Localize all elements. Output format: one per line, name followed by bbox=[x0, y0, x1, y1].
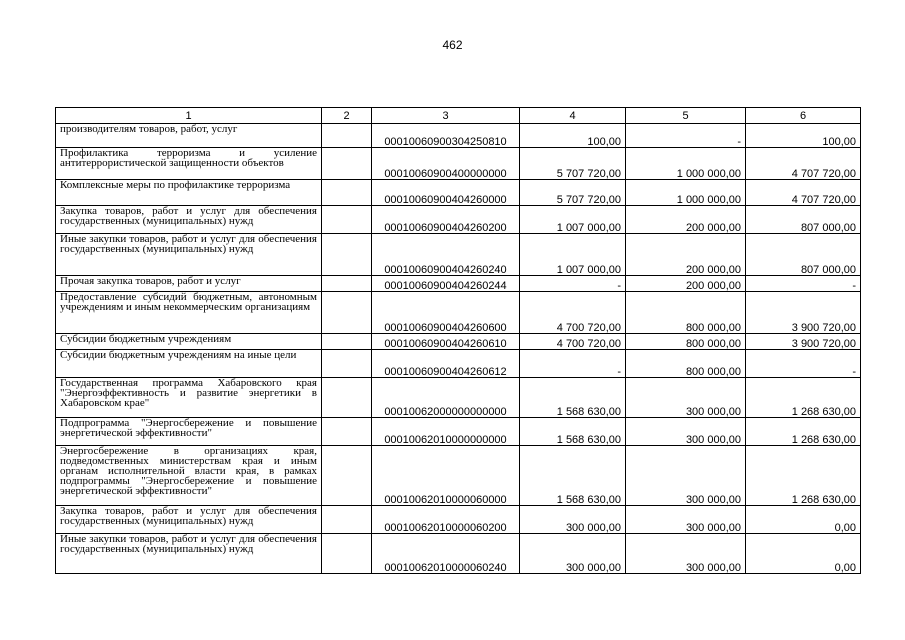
row-col4-value: 300 000,00 bbox=[520, 534, 626, 574]
row-col2-cell bbox=[322, 446, 372, 506]
row-col2-cell bbox=[322, 334, 372, 350]
row-name-cell: Иные закупки товаров, работ и услуг для обеспечения государственных (муниципальных) нужд bbox=[56, 534, 322, 574]
table-row bbox=[56, 506, 861, 534]
row-col2-cell bbox=[322, 124, 372, 148]
row-code-cell: 00010060900404260200 bbox=[372, 206, 520, 234]
row-col5-value: 200 000,00 bbox=[626, 234, 746, 276]
row-col6-value: 4 707 720,00 bbox=[746, 180, 861, 206]
row-col2-cell bbox=[322, 534, 372, 574]
row-col6-value: 1 268 630,00 bbox=[746, 378, 861, 418]
row-col4-value: 100,00 bbox=[520, 124, 626, 148]
row-col2-cell bbox=[322, 180, 372, 206]
row-col5-value: 1 000 000,00 bbox=[626, 180, 746, 206]
table-row bbox=[56, 276, 861, 292]
row-col6-value: 0,00 bbox=[746, 534, 861, 574]
row-name-cell: Предоставление субсидий бюджетным, автономным учреждениям и иным некоммерческим организациям bbox=[56, 292, 322, 334]
row-code-cell: 00010062010000060240 bbox=[372, 534, 520, 574]
row-col2-cell bbox=[322, 378, 372, 418]
row-name-cell: Субсидии бюджетным учреждениям на иные цели bbox=[56, 350, 322, 378]
row-col4-value: 1 568 630,00 bbox=[520, 378, 626, 418]
row-col5-value: 300 000,00 bbox=[626, 506, 746, 534]
row-name-cell: Государственная программа Хабаровского края "Энергоэффективность и развитие энергетики в Хабаровском крае" bbox=[56, 378, 322, 418]
column-header-2: 2 bbox=[322, 108, 372, 124]
row-col5-value: 800 000,00 bbox=[626, 292, 746, 334]
table-row bbox=[56, 334, 861, 350]
table-header-row bbox=[56, 108, 861, 124]
row-col5-value: 800 000,00 bbox=[626, 350, 746, 378]
row-code-cell: 00010062010000060000 bbox=[372, 446, 520, 506]
row-col6-value: 3 900 720,00 bbox=[746, 292, 861, 334]
row-col4-value: - bbox=[520, 350, 626, 378]
row-code-cell: 00010060900400000000 bbox=[372, 148, 520, 180]
row-col4-value: 5 707 720,00 bbox=[520, 148, 626, 180]
row-name-cell: производителям товаров, работ, услуг bbox=[56, 124, 322, 148]
row-name-cell: Иные закупки товаров, работ и услуг для обеспечения государственных (муниципальных) нужд bbox=[56, 234, 322, 276]
row-col2-cell bbox=[322, 292, 372, 334]
table-row bbox=[56, 124, 861, 148]
row-col5-value: 1 000 000,00 bbox=[626, 148, 746, 180]
row-name-cell: Прочая закупка товаров, работ и услуг bbox=[56, 276, 322, 292]
row-col5-value: 300 000,00 bbox=[626, 378, 746, 418]
row-code-cell: 00010062010000000000 bbox=[372, 418, 520, 446]
row-col5-value: 200 000,00 bbox=[626, 206, 746, 234]
table-row bbox=[56, 206, 861, 234]
table-row bbox=[56, 418, 861, 446]
row-code-cell: 00010060900304250810 bbox=[372, 124, 520, 148]
row-code-cell: 00010062010000060200 bbox=[372, 506, 520, 534]
row-col2-cell bbox=[322, 234, 372, 276]
row-name-cell: Закупка товаров, работ и услуг для обеспечения государственных (муниципальных) нужд bbox=[56, 206, 322, 234]
row-code-cell: 00010060900404260612 bbox=[372, 350, 520, 378]
table-row bbox=[56, 234, 861, 276]
row-name-cell: Подпрограмма "Энергосбережение и повышение энергетической эффективности" bbox=[56, 418, 322, 446]
row-col4-value: 4 700 720,00 bbox=[520, 334, 626, 350]
row-col2-cell bbox=[322, 148, 372, 180]
row-col4-value: 1 568 630,00 bbox=[520, 446, 626, 506]
row-col6-value: 4 707 720,00 bbox=[746, 148, 861, 180]
column-header-3: 3 bbox=[372, 108, 520, 124]
column-header-6: 6 bbox=[746, 108, 861, 124]
row-col4-value: 300 000,00 bbox=[520, 506, 626, 534]
row-col4-value: 1 568 630,00 bbox=[520, 418, 626, 446]
row-name-cell: Энергосбережение в организациях края, подведомственных министерствам края и иным органам исполнительной власти края, в рамках подпрограммы "Энергосбережение и повышение энергетической эффективности" bbox=[56, 446, 322, 506]
row-col6-value: 807 000,00 bbox=[746, 234, 861, 276]
row-col2-cell bbox=[322, 506, 372, 534]
row-col4-value: 1 007 000,00 bbox=[520, 206, 626, 234]
row-name-cell: Закупка товаров, работ и услуг для обеспечения государственных (муниципальных) нужд bbox=[56, 506, 322, 534]
table-row bbox=[56, 292, 861, 334]
row-col6-value: - bbox=[746, 350, 861, 378]
budget-table bbox=[55, 107, 861, 574]
row-col2-cell bbox=[322, 276, 372, 292]
row-code-cell: 00010060900404260600 bbox=[372, 292, 520, 334]
row-col4-value: 5 707 720,00 bbox=[520, 180, 626, 206]
row-code-cell: 00010060900404260000 bbox=[372, 180, 520, 206]
column-header-4: 4 bbox=[520, 108, 626, 124]
row-code-cell: 00010062000000000000 bbox=[372, 378, 520, 418]
row-col6-value: 100,00 bbox=[746, 124, 861, 148]
row-col6-value: 3 900 720,00 bbox=[746, 334, 861, 350]
table-row bbox=[56, 446, 861, 506]
row-col2-cell bbox=[322, 350, 372, 378]
column-header-5: 5 bbox=[626, 108, 746, 124]
column-header-1: 1 bbox=[56, 108, 322, 124]
page-number: 462 bbox=[442, 38, 463, 52]
row-code-cell: 00010060900404260610 bbox=[372, 334, 520, 350]
row-code-cell: 00010060900404260244 bbox=[372, 276, 520, 292]
row-col6-value: 1 268 630,00 bbox=[746, 446, 861, 506]
row-col4-value: - bbox=[520, 276, 626, 292]
row-col5-value: 300 000,00 bbox=[626, 534, 746, 574]
table-row bbox=[56, 180, 861, 206]
row-col2-cell bbox=[322, 206, 372, 234]
row-col6-value: 807 000,00 bbox=[746, 206, 861, 234]
row-col5-value: - bbox=[626, 124, 746, 148]
table-row bbox=[56, 148, 861, 180]
row-col4-value: 4 700 720,00 bbox=[520, 292, 626, 334]
row-col5-value: 300 000,00 bbox=[626, 446, 746, 506]
table-row bbox=[56, 534, 861, 574]
row-name-cell: Профилактика терроризма и усиление антитеррористической защищенности объектов bbox=[56, 148, 322, 180]
row-name-cell: Субсидии бюджетным учреждениям bbox=[56, 334, 322, 350]
row-col2-cell bbox=[322, 418, 372, 446]
row-code-cell: 00010060900404260240 bbox=[372, 234, 520, 276]
row-col5-value: 200 000,00 bbox=[626, 276, 746, 292]
row-col6-value: 1 268 630,00 bbox=[746, 418, 861, 446]
row-col5-value: 800 000,00 bbox=[626, 334, 746, 350]
row-col5-value: 300 000,00 bbox=[626, 418, 746, 446]
row-col4-value: 1 007 000,00 bbox=[520, 234, 626, 276]
table-row bbox=[56, 350, 861, 378]
row-name-cell: Комплексные меры по профилактике терроризма bbox=[56, 180, 322, 206]
row-col6-value: 0,00 bbox=[746, 506, 861, 534]
table-row bbox=[56, 378, 861, 418]
row-col6-value: - bbox=[746, 276, 861, 292]
